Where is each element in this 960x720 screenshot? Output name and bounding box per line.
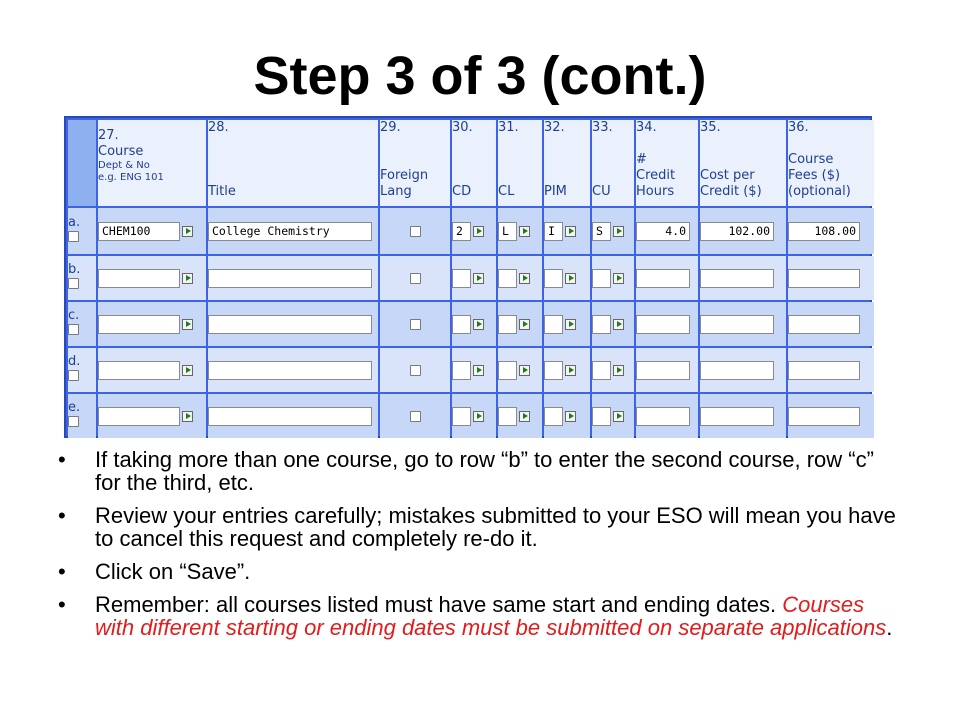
header-num: 33. — [592, 120, 613, 135]
cost-per-credit-cell — [700, 256, 786, 300]
header-foreign-lang — [380, 120, 450, 206]
lookup-arrow-icon[interactable] — [565, 319, 576, 330]
course-title-cell — [208, 256, 378, 300]
course-number-cell — [98, 208, 206, 254]
header-label: (optional) — [788, 184, 851, 199]
lookup-arrow-icon[interactable] — [473, 273, 484, 284]
cost-per-credit-input[interactable] — [700, 407, 774, 426]
course-number-input[interactable] — [98, 407, 180, 426]
lookup-arrow-icon[interactable] — [565, 365, 576, 376]
header-sublabel: e.g. ENG 101 — [98, 172, 164, 183]
lookup-arrow-icon[interactable] — [182, 273, 193, 284]
instruction-text: Review your entries carefully; mistakes submitted to your ESO will mean you have to cancel this request and completely re-do it. — [95, 503, 896, 551]
header-row — [68, 120, 874, 206]
lookup-arrow-icon[interactable] — [519, 365, 530, 376]
header-cost-per-credit — [700, 120, 786, 206]
lookup-arrow-icon[interactable] — [182, 411, 193, 422]
course-number-cell — [98, 302, 206, 346]
lookup-arrow-icon[interactable] — [565, 411, 576, 422]
lookup-arrow-icon[interactable] — [473, 411, 484, 422]
course-row — [68, 208, 874, 254]
row-label: d. — [68, 354, 81, 369]
instruction-text: . — [886, 615, 893, 640]
lookup-arrow-icon[interactable] — [182, 226, 193, 237]
course-number-input[interactable] — [98, 361, 180, 380]
cost-per-credit-input[interactable] — [700, 361, 774, 380]
lookup-arrow-icon[interactable] — [565, 226, 576, 237]
foreign-lang-cell — [380, 256, 450, 300]
header-label: Hours — [636, 184, 675, 199]
course-number-input[interactable] — [98, 269, 180, 288]
header-label: Lang — [380, 184, 412, 199]
header-label: Foreign — [380, 168, 429, 183]
course-table — [66, 118, 876, 440]
cd-select-cell — [452, 302, 496, 346]
cu-select-input[interactable] — [592, 407, 611, 426]
cd-select-input[interactable]: 2 — [452, 222, 471, 241]
row-label: e. — [68, 400, 81, 415]
course-title-input[interactable] — [208, 269, 372, 288]
foreign-lang-cell — [380, 302, 450, 346]
lookup-arrow-icon[interactable] — [613, 319, 624, 330]
cl-select-cell — [498, 302, 542, 346]
course-row — [68, 302, 874, 346]
instruction-item — [58, 504, 898, 550]
row-label: a. — [68, 215, 81, 230]
header-num: 31. — [498, 120, 519, 135]
cl-select-input[interactable] — [498, 269, 517, 288]
row-select-checkbox[interactable] — [68, 231, 79, 242]
course-title-cell — [208, 348, 378, 392]
lookup-arrow-icon[interactable] — [613, 226, 624, 237]
header-title — [208, 120, 378, 206]
cu-select-input[interactable]: S — [592, 222, 611, 241]
cd-select-input[interactable] — [452, 407, 471, 426]
bullet-icon: • — [58, 503, 66, 528]
pim-select-cell — [544, 302, 590, 346]
row-label-cell — [68, 394, 96, 438]
header-label: Credit ($) — [700, 184, 762, 199]
lookup-arrow-icon[interactable] — [565, 273, 576, 284]
lookup-arrow-icon[interactable] — [519, 273, 530, 284]
header-label: CU — [592, 184, 611, 199]
cu-select-input[interactable] — [592, 269, 611, 288]
course-title-input[interactable] — [208, 315, 372, 334]
credit-hours-input[interactable] — [636, 407, 690, 426]
instruction-item — [58, 593, 898, 639]
cost-per-credit-cell — [700, 208, 786, 254]
header-cu — [592, 120, 634, 206]
foreign-lang-checkbox[interactable] — [410, 411, 421, 422]
cu-select-input[interactable] — [592, 361, 611, 380]
cd-select-cell — [452, 348, 496, 392]
header-num: 28. — [208, 120, 229, 135]
row-label-cell — [68, 302, 96, 346]
course-title-input[interactable] — [208, 407, 372, 426]
header-label: PIM — [544, 184, 567, 199]
credit-hours-cell — [636, 348, 698, 392]
row-select-checkbox[interactable] — [68, 278, 79, 289]
course-fees-input[interactable] — [788, 361, 860, 380]
pim-select-cell — [544, 208, 590, 254]
lookup-arrow-icon[interactable] — [519, 226, 530, 237]
header-label: Cost per — [700, 168, 755, 183]
course-fees-input[interactable] — [788, 407, 860, 426]
instruction-text: Click on “Save”. — [95, 559, 251, 584]
foreign-lang-cell — [380, 348, 450, 392]
pim-select-input[interactable] — [544, 269, 563, 288]
bullet-icon: • — [58, 559, 66, 584]
course-fees-cell — [788, 348, 874, 392]
header-label: Title — [208, 184, 236, 199]
lookup-arrow-icon[interactable] — [182, 319, 193, 330]
cd-select-cell — [452, 394, 496, 438]
header-num: 36. — [788, 120, 809, 135]
course-fees-input[interactable] — [788, 269, 860, 288]
cl-select-input[interactable] — [498, 315, 517, 334]
header-num: 27. — [98, 128, 119, 143]
row-label: b. — [68, 262, 81, 277]
course-fees-cell — [788, 208, 874, 254]
instruction-text: Remember: all courses listed must have same start and ending dates. — [95, 592, 783, 617]
foreign-lang-cell — [380, 394, 450, 438]
header-num: 34. — [636, 120, 657, 135]
course-fees-cell — [788, 302, 874, 346]
credit-hours-input[interactable] — [636, 315, 690, 334]
lookup-arrow-icon[interactable] — [182, 365, 193, 376]
course-title-input[interactable] — [208, 361, 372, 380]
course-title-cell — [208, 302, 378, 346]
cd-select-input[interactable] — [452, 315, 471, 334]
pim-select-input[interactable] — [544, 315, 563, 334]
cl-select-cell — [498, 348, 542, 392]
cd-select-cell — [452, 208, 496, 254]
cd-select-input[interactable] — [452, 269, 471, 288]
course-fees-cell — [788, 256, 874, 300]
course-row — [68, 394, 874, 438]
credit-hours-cell — [636, 394, 698, 438]
credit-hours-input[interactable] — [636, 269, 690, 288]
credit-hours-cell — [636, 302, 698, 346]
instruction-text: If taking more than one course, go to row “b” to enter the second course, row “c” for the third, etc. — [95, 447, 874, 495]
header-num: 30. — [452, 120, 473, 135]
credit-hours-input[interactable]: 4.0 — [636, 222, 690, 241]
bullet-icon: • — [58, 592, 66, 617]
instruction-item — [58, 560, 898, 583]
course-fees-input[interactable]: 108.00 — [788, 222, 860, 241]
course-number-input[interactable] — [98, 315, 180, 334]
lookup-arrow-icon[interactable] — [519, 411, 530, 422]
lookup-arrow-icon[interactable] — [519, 319, 530, 330]
course-number-cell — [98, 256, 206, 300]
header-num: 35. — [700, 120, 721, 135]
header-label: CD — [452, 184, 472, 199]
cost-per-credit-input[interactable] — [700, 269, 774, 288]
cl-select-cell — [498, 256, 542, 300]
header-label: Course — [788, 152, 834, 167]
lookup-arrow-icon[interactable] — [473, 365, 484, 376]
pim-select-input[interactable] — [544, 407, 563, 426]
cl-select-cell — [498, 394, 542, 438]
foreign-lang-checkbox[interactable] — [410, 226, 421, 237]
cl-select-input[interactable] — [498, 361, 517, 380]
header-num: 32. — [544, 120, 565, 135]
pim-select-input[interactable]: I — [544, 222, 563, 241]
header-num: 29. — [380, 120, 401, 135]
lookup-arrow-icon[interactable] — [473, 319, 484, 330]
row-label-cell — [68, 348, 96, 392]
cd-select-cell — [452, 256, 496, 300]
header-course — [98, 120, 206, 206]
course-title-cell — [208, 394, 378, 438]
header-cl — [498, 120, 542, 206]
cu-select-cell — [592, 208, 634, 254]
cost-per-credit-input[interactable] — [700, 315, 774, 334]
pim-select-cell — [544, 348, 590, 392]
course-form — [64, 116, 872, 438]
header-label: CL — [498, 184, 515, 199]
header-label: # — [636, 152, 647, 167]
course-title-cell — [208, 208, 378, 254]
row-label-cell — [68, 208, 96, 254]
cost-per-credit-input[interactable]: 102.00 — [700, 222, 774, 241]
cu-select-input[interactable] — [592, 315, 611, 334]
row-label: c. — [68, 308, 80, 323]
cl-select-input[interactable] — [498, 407, 517, 426]
header-cd — [452, 120, 496, 206]
course-number-input[interactable]: CHEM100 — [98, 222, 180, 241]
course-fees-input[interactable] — [788, 315, 860, 334]
cu-select-cell — [592, 394, 634, 438]
pim-select-cell — [544, 394, 590, 438]
cu-select-cell — [592, 348, 634, 392]
credit-hours-cell — [636, 208, 698, 254]
course-number-cell — [98, 348, 206, 392]
credit-hours-input[interactable] — [636, 361, 690, 380]
lookup-arrow-icon[interactable] — [613, 365, 624, 376]
cost-per-credit-cell — [700, 302, 786, 346]
course-row — [68, 348, 874, 392]
instruction-item — [58, 448, 898, 494]
cu-select-cell — [592, 302, 634, 346]
header-corner — [68, 120, 96, 206]
row-select-checkbox[interactable] — [68, 370, 79, 381]
course-row — [68, 256, 874, 300]
header-label: Fees ($) — [788, 168, 841, 183]
header-label: Credit — [636, 168, 676, 183]
pim-select-input[interactable] — [544, 361, 563, 380]
header-course-fees — [788, 120, 874, 206]
row-select-checkbox[interactable] — [68, 324, 79, 335]
header-sublabel: Dept & No — [98, 160, 150, 171]
row-select-checkbox[interactable] — [68, 416, 79, 427]
course-number-cell — [98, 394, 206, 438]
bullet-icon: • — [58, 447, 66, 472]
cd-select-input[interactable] — [452, 361, 471, 380]
cost-per-credit-cell — [700, 394, 786, 438]
cost-per-credit-cell — [700, 348, 786, 392]
cl-select-input[interactable]: L — [498, 222, 517, 241]
warning-text: Courses with different starting or ending dates must be submitted on separate applications — [95, 592, 887, 640]
foreign-lang-checkbox[interactable] — [410, 273, 421, 284]
header-credit-hours — [636, 120, 698, 206]
foreign-lang-cell — [380, 208, 450, 254]
course-title-input[interactable]: College Chemistry — [208, 222, 372, 241]
lookup-arrow-icon[interactable] — [473, 226, 484, 237]
cl-select-cell — [498, 208, 542, 254]
lookup-arrow-icon[interactable] — [613, 273, 624, 284]
credit-hours-cell — [636, 256, 698, 300]
row-label-cell — [68, 256, 96, 300]
foreign-lang-checkbox[interactable] — [410, 319, 421, 330]
cu-select-cell — [592, 256, 634, 300]
header-label: Course — [98, 144, 144, 159]
course-fees-cell — [788, 394, 874, 438]
header-pim — [544, 120, 590, 206]
foreign-lang-checkbox[interactable] — [410, 365, 421, 376]
lookup-arrow-icon[interactable] — [613, 411, 624, 422]
slide-title: Step 3 of 3 (cont.) — [253, 46, 707, 106]
instructions-list — [58, 448, 898, 649]
pim-select-cell — [544, 256, 590, 300]
